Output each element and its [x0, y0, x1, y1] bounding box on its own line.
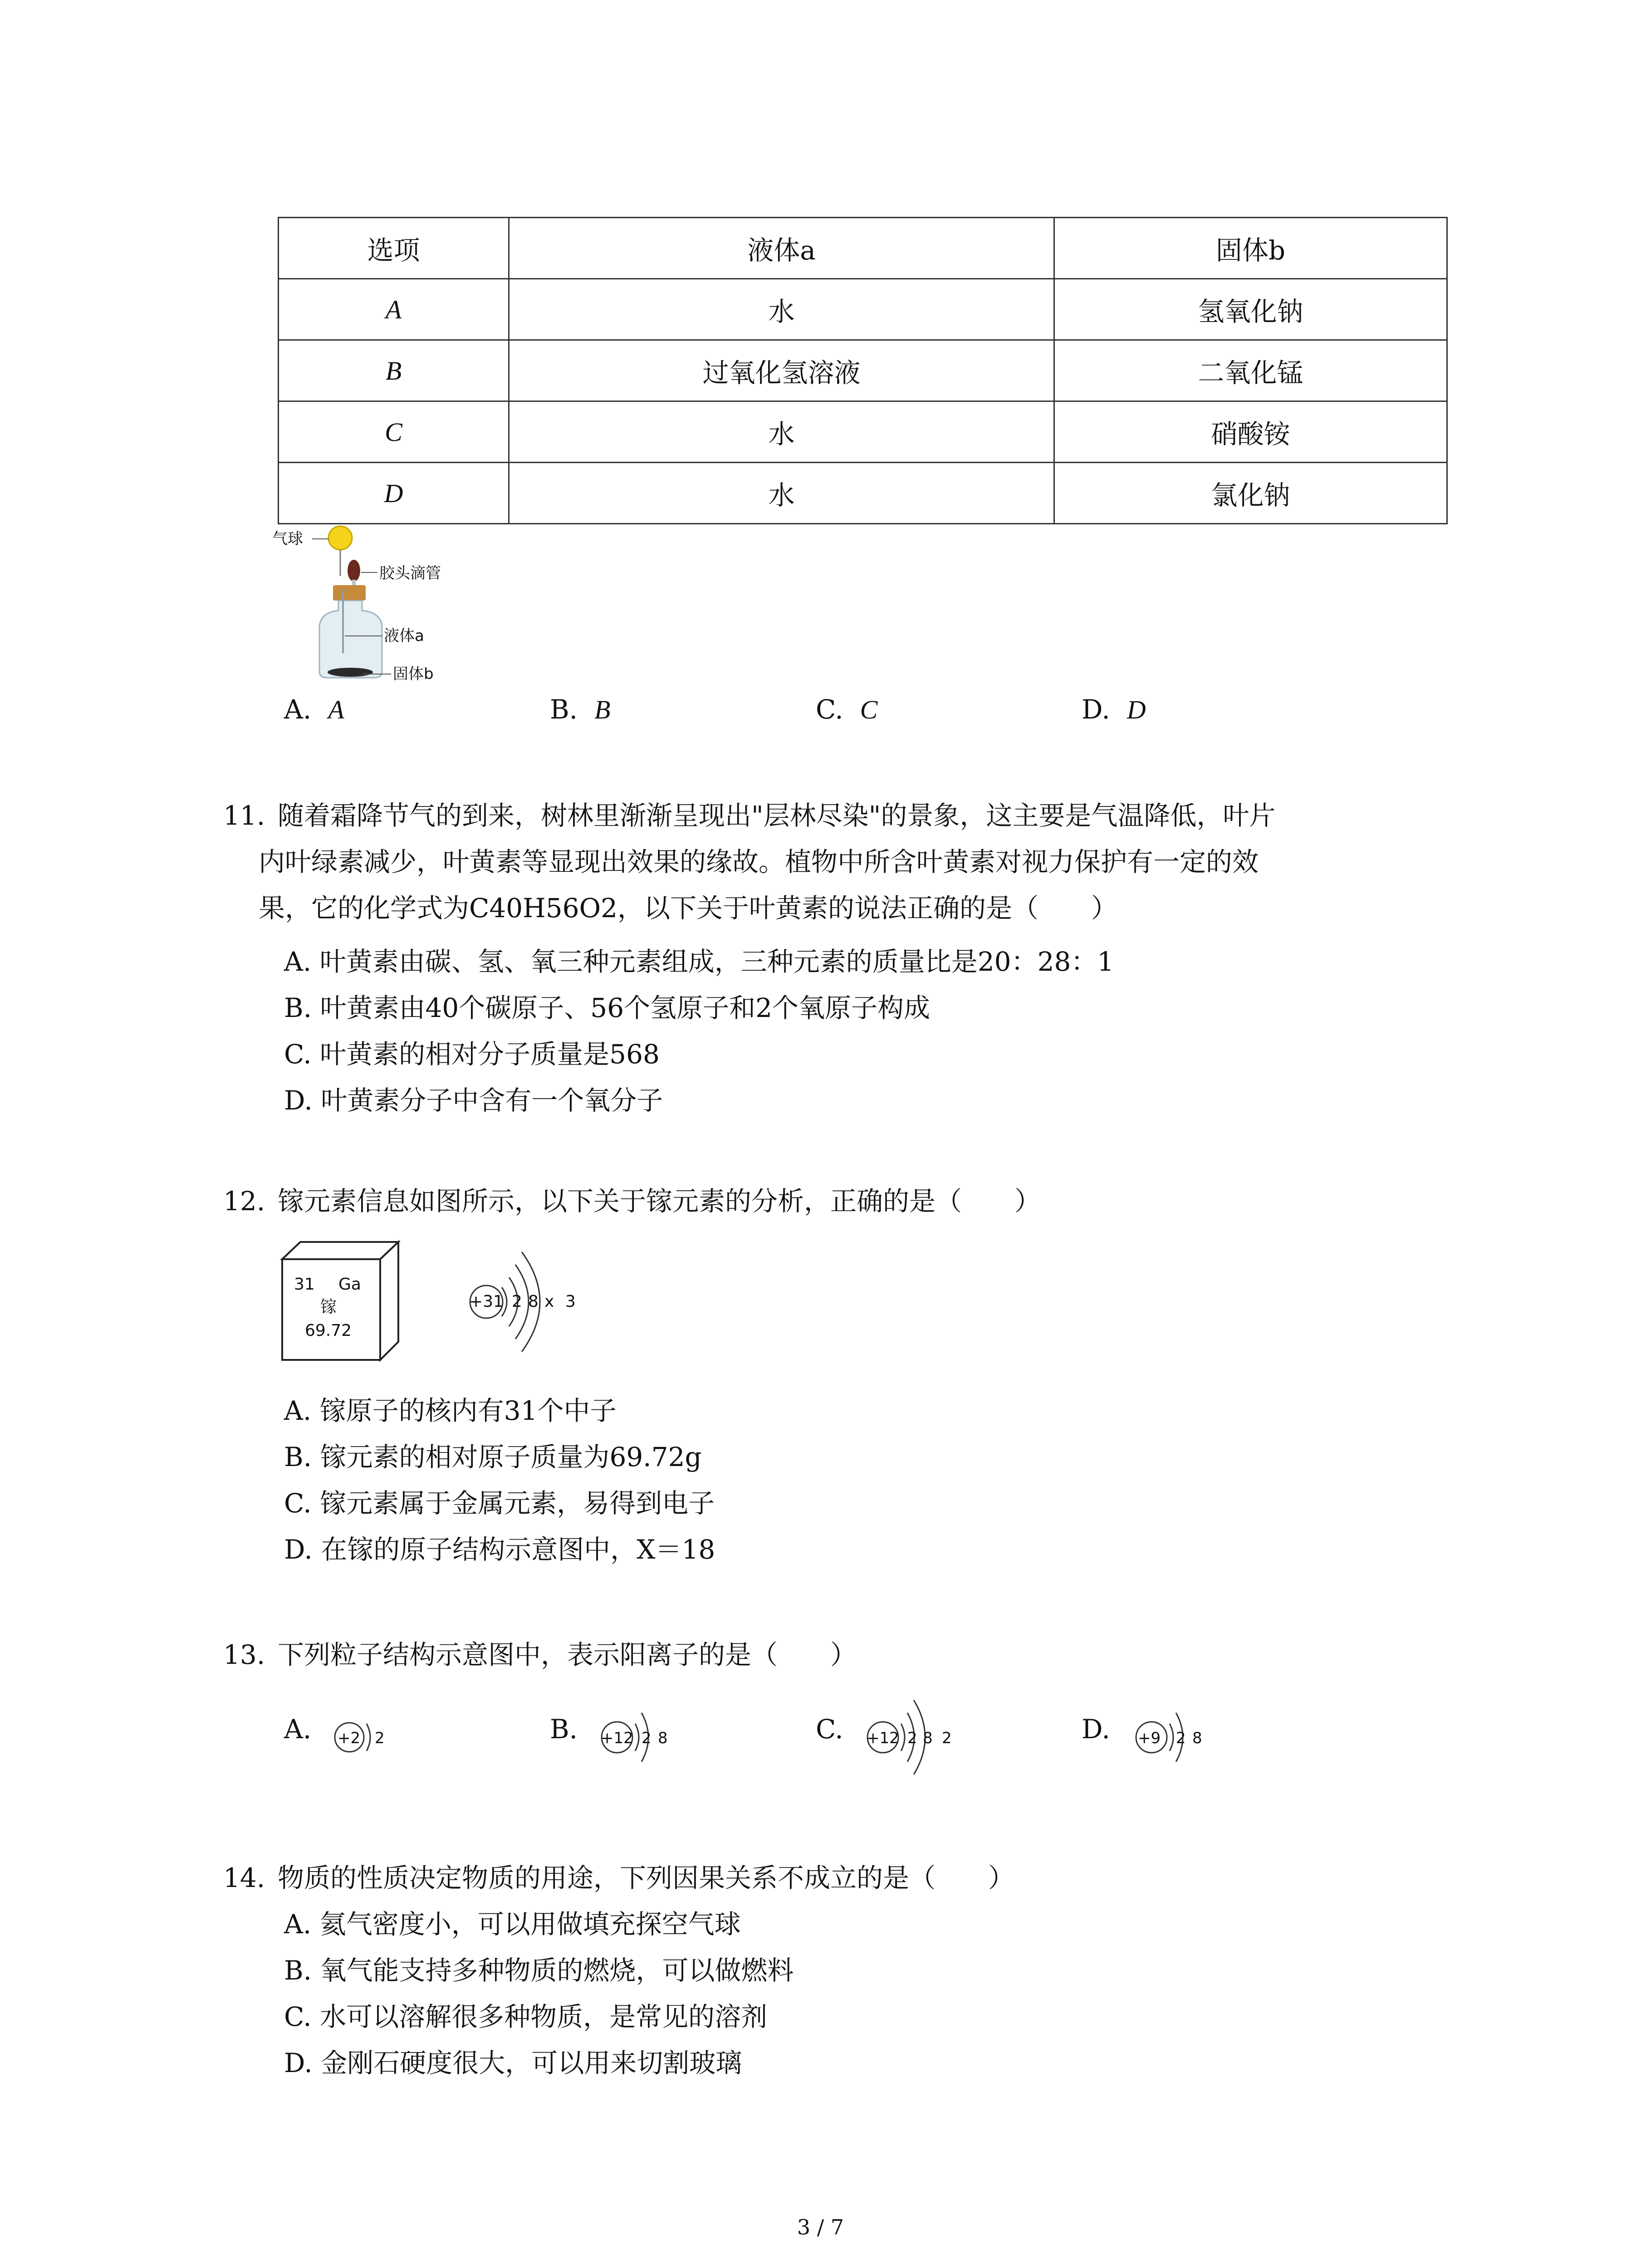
nucleus-charge: +12 [601, 1729, 633, 1747]
label-solid: 固体b [393, 665, 434, 683]
bottle-icon [319, 601, 382, 678]
table-cell-solid: 硝酸铵 [1054, 401, 1447, 463]
element-name: 镓 [320, 1298, 337, 1316]
table-header: 选项 [279, 218, 509, 279]
element-symbol: Ga [338, 1275, 361, 1294]
shell-electrons: 2 [642, 1729, 652, 1747]
q14-stem: 物质的性质决定物质的用途，下列因果关系不成立的是（ ） [278, 1862, 1015, 1893]
table-cell-solid: 二氧化锰 [1054, 340, 1447, 401]
table-cell-liquid: 水 [509, 401, 1054, 463]
shell-electrons: x [544, 1292, 554, 1311]
shell-electrons: 2 [1176, 1729, 1186, 1747]
q13-choice-c-letter[interactable]: C. [816, 1714, 843, 1745]
options-table [278, 217, 1448, 524]
q11-choice-a[interactable]: A. 叶黄素由碳、氢、氧三种元素组成，三种元素的质量比是20：28：1 [284, 946, 1114, 977]
dropper-icon [348, 560, 360, 582]
choice-text: D [1127, 695, 1146, 724]
table-cell-option: B [279, 340, 509, 401]
table-cell-option: C [279, 401, 509, 463]
shell-electrons: 3 [565, 1292, 576, 1311]
q11-stem-line2: 内叶绿素减少，叶黄素等显现出效果的缘故。植物中所含叶黄素对视力保护有一定的效 [259, 846, 1259, 877]
table-cell-liquid: 水 [509, 279, 1054, 340]
shell-electrons: 2 [942, 1729, 952, 1747]
shell-electrons: 2 [907, 1729, 917, 1747]
shell-electrons: 8 [658, 1729, 668, 1747]
element-atomic-number: 31 [294, 1275, 315, 1294]
q14-choice-c[interactable]: C. 水可以溶解很多种物质，是常见的溶剂 [284, 2001, 768, 2032]
table-row [279, 401, 1447, 463]
shell-electrons: 2 [375, 1729, 385, 1747]
q14-choice-b[interactable]: B. 氧气能支持多种物质的燃烧，可以做燃料 [284, 1955, 794, 1986]
table-cell-option: A [279, 279, 509, 340]
q12-number: 12. [223, 1186, 265, 1217]
choice-letter: A. [284, 694, 312, 725]
choice-letter: C. [816, 694, 843, 725]
choice-a[interactable] [284, 687, 344, 733]
q13-stem: 下列粒子结构示意图中，表示阳离子的是（ ） [278, 1639, 857, 1670]
page-number: 3 / 7 [797, 2215, 844, 2239]
table-cell-option: D [279, 463, 509, 524]
table-cell-liquid: 过氧化氢溶液 [509, 340, 1054, 401]
q12-choice-c[interactable]: C. 镓元素属于金属元素，易得到电子 [284, 1488, 715, 1519]
balloon-icon [328, 526, 352, 550]
nucleus-charge: +2 [338, 1729, 361, 1747]
q14-number: 14. [223, 1862, 265, 1893]
shell-electrons: 8 [923, 1729, 933, 1747]
element-cube-figure [277, 1238, 408, 1370]
q11-number: 11. [223, 800, 265, 831]
shell-electrons: 8 [1192, 1729, 1202, 1747]
choice-b[interactable] [550, 687, 610, 733]
nucleus-charge: +9 [1138, 1729, 1161, 1747]
choice-text: C [860, 695, 878, 724]
element-mass: 69.72 [305, 1321, 352, 1340]
shell-electrons: 8 [528, 1292, 539, 1311]
table-header: 固体b [1054, 218, 1447, 279]
solid-icon [328, 668, 373, 677]
q11-choice-b[interactable]: B. 叶黄素由40个碳原子、56个氢原子和2个氧原子构成 [284, 992, 931, 1023]
choice-text: B [594, 695, 611, 724]
table-cell-solid: 氢氧化钠 [1054, 279, 1447, 340]
q11-choice-c[interactable]: C. 叶黄素的相对分子质量是568 [284, 1039, 660, 1070]
q12-choice-d[interactable]: D. 在镓的原子结构示意图中，X＝18 [284, 1534, 715, 1565]
table-row [279, 463, 1447, 524]
q11-stem-line1: 随着霜降节气的到来，树林里渐渐呈现出"层林尽染"的景象，这主要是气温降低，叶片 [278, 800, 1276, 831]
q14-choice-d[interactable]: D. 金刚石硬度很大，可以用来切割玻璃 [284, 2048, 742, 2078]
q13-number: 13. [223, 1639, 265, 1670]
table-row [279, 340, 1447, 401]
table-row [279, 279, 1447, 340]
q13-choice-b-letter[interactable]: B. [550, 1714, 578, 1745]
shell-electrons: 2 [512, 1292, 522, 1311]
q14-choice-a[interactable]: A. 氦气密度小，可以用做填充探空气球 [284, 1909, 741, 1940]
choice-d[interactable] [1082, 687, 1146, 733]
choice-text: A [328, 695, 344, 724]
label-dropper: 胶头滴管 [379, 564, 441, 582]
q12-stem: 镓元素信息如图所示，以下关于镓元素的分析，正确的是（ ） [278, 1186, 1041, 1217]
table-header-row [279, 218, 1447, 279]
q11-stem-line3: 果，它的化学式为C40H56O2，以下关于叶黄素的说法正确的是（ ） [259, 893, 1118, 924]
atom-nucleus-charge: +31 [469, 1292, 504, 1311]
choice-letter: D. [1082, 694, 1110, 725]
q12-choice-b[interactable]: B. 镓元素的相对原子质量为69.72g [284, 1442, 702, 1472]
table-cell-solid: 氯化钠 [1054, 463, 1447, 524]
apparatus-figure [272, 522, 463, 703]
q13-choice-a-letter[interactable]: A. [284, 1714, 312, 1745]
q11-choice-d[interactable]: D. 叶黄素分子中含有一个氧分子 [284, 1085, 663, 1116]
nucleus-charge: +12 [867, 1729, 899, 1747]
q12-choice-a[interactable]: A. 镓原子的核内有31个中子 [284, 1395, 617, 1426]
choice-letter: B. [550, 694, 578, 725]
label-balloon: 气球 [272, 530, 303, 548]
choice-c[interactable] [816, 687, 877, 733]
label-liquid: 液体a [384, 627, 424, 645]
q13-choice-d-letter[interactable]: D. [1082, 1714, 1110, 1745]
table-header: 液体a [509, 218, 1054, 279]
table-cell-liquid: 水 [509, 463, 1054, 524]
